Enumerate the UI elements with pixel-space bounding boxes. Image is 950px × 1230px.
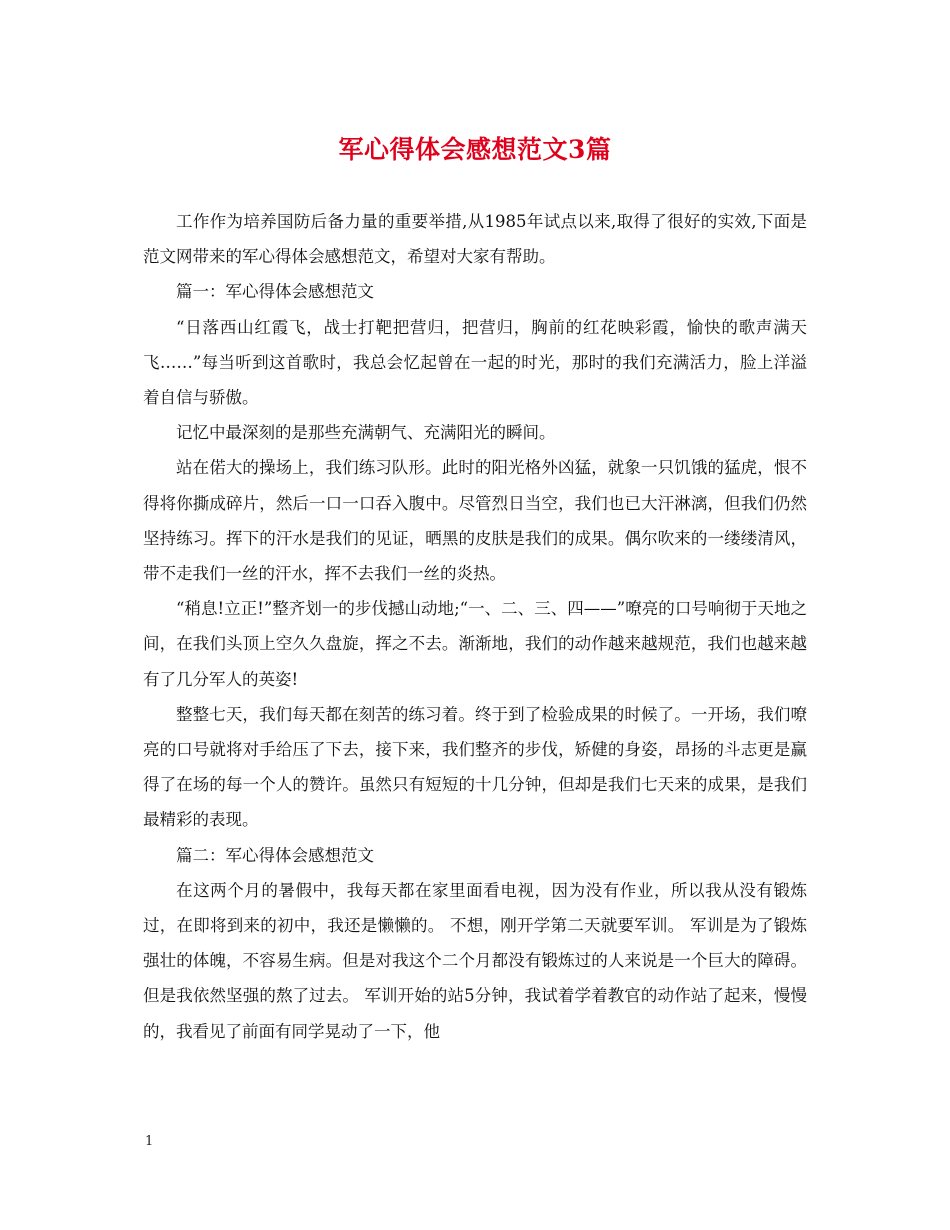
paragraph: 整整七天，我们每天都在刻苦的练习着。终于到了检验成果的时候了。一开场，我们嘹亮的口号就将对手给压了下去，接下来，我们整齐的步伐，矫健的身姿，昂扬的斗志更是赢得了在场的每一个人的赞许。虽然只有短短的十几分钟，但却是我们七天来的成果，是我们最精彩的表现。 (143, 704, 807, 830)
paragraph: 记忆中最深刻的是那些充满朝气、充满阳光的瞬间。 (176, 423, 556, 443)
paragraph: “日落西山红霞飞，战士打靶把营归，把营归，胸前的红花映彩霞，愉快的歌声满天飞……”每当听到这首歌时，我总会忆起曾在一起的时光，那时的我们充满活力，脸上洋溢着自信与骄傲。 (143, 317, 807, 408)
paragraph: “稍息!立正!”整齐划一的步伐撼山动地;“一、二、三、四——”嘹亮的口号响彻于天地之间，在我们头顶上空久久盘旋，挥之不去。渐渐地，我们的动作越来越规范，我们也越来越有了几分军人的英姿! (143, 599, 807, 689)
paragraph-intro: 工作作为培养国防后备力量的重要举措,从1985年试点以来,取得了很好的实效,下面是范文网带来的军心得体会感想范文，希望对大家有帮助。 (143, 212, 807, 267)
document-body (143, 204, 807, 1049)
paragraph: 站在偌大的操场上，我们练习队形。此时的阳光格外凶猛，就象一只饥饿的猛虎，恨不得将你撕成碎片，然后一口一口吞入腹中。尽管烈日当空，我们也已大汗淋漓，但我们仍然坚持练习。挥下的汗水是我们的见证，晒黑的皮肤是我们的成果。偶尔吹来的一缕缕清风，带不走我们一丝的汗水，挥不去我们一丝的炎热。 (143, 458, 807, 584)
section-heading-1: 篇一：军心得体会感想范文 (176, 282, 374, 302)
section-heading-2: 篇二：军心得体会感想范文 (176, 845, 374, 865)
document-title: 军心得体会感想范文3篇 (338, 135, 612, 164)
page-number: 1 (145, 1134, 154, 1149)
paragraph: 在这两个月的暑假中，我每天都在家里面看电视，因为没有作业，所以我从没有锻炼过，在即将到来的初中，我还是懒懒的。 不想，刚开学第二天就要军训。 军训是为了锻炼强壮的体魄，不容易生病。但是对我这个二个月都没有锻炼过的人来说是一个巨大的障碍。但是我依然坚强的熬了过去。 军训开始的站5分钟，我试着学着教官的动作站了起来，慢慢的，我看见了前面有同学晃动了一下，他 (143, 880, 807, 1041)
